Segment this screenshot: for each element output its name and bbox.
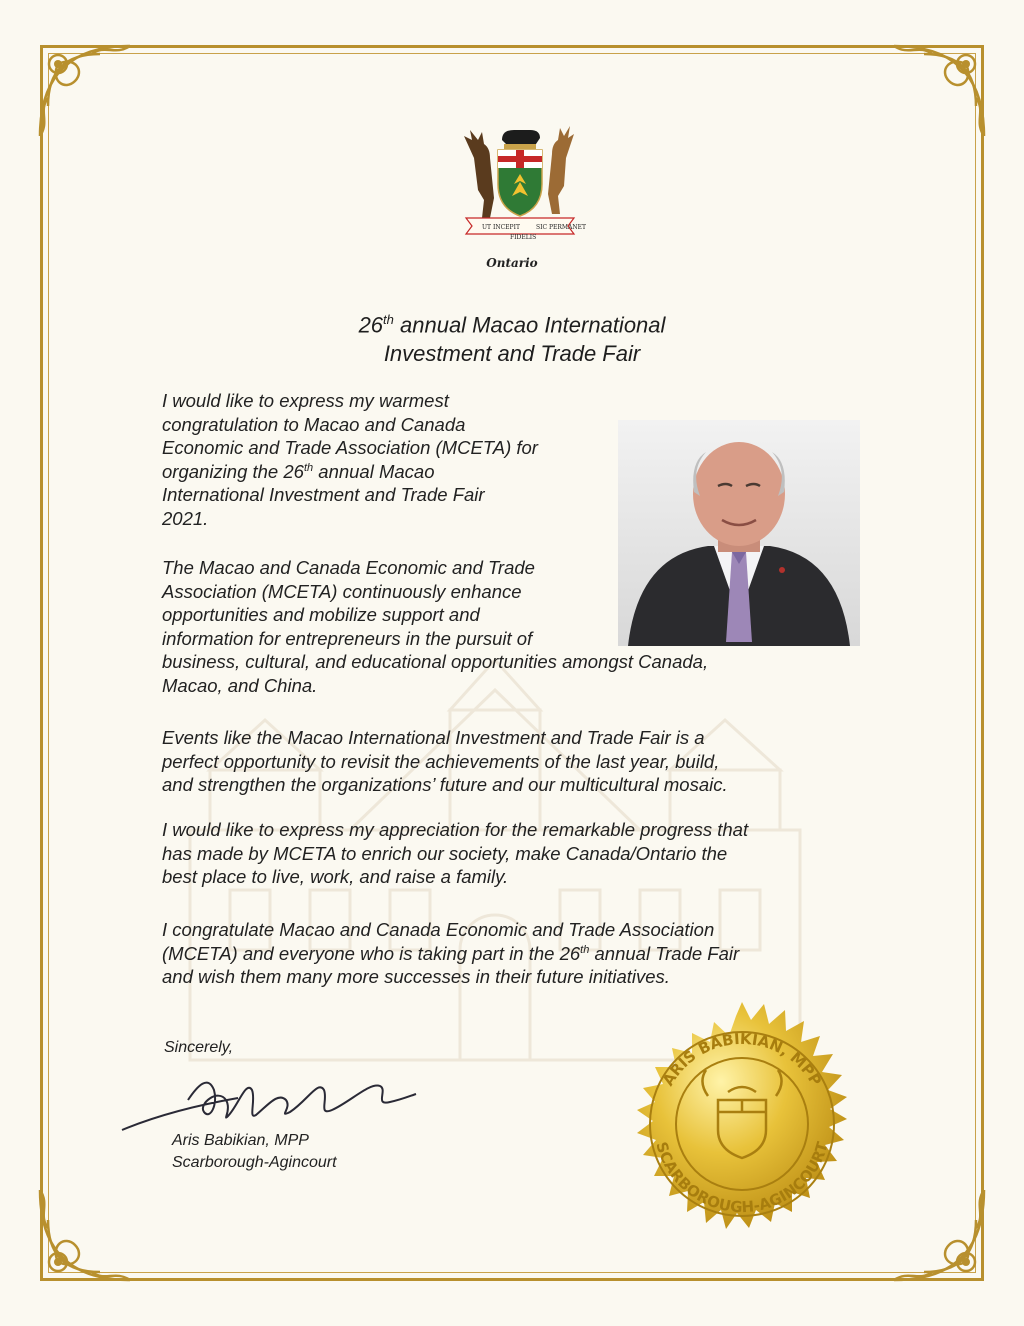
ontario-coat-of-arms <box>452 118 588 248</box>
paragraph-5 <box>162 918 739 989</box>
paragraph-1-line: organizing the 26th annual Macao <box>162 460 435 482</box>
paragraph-2-line: information for entrepreneurs in the pursuit of <box>162 627 533 649</box>
paragraph-1-line: I would like to express my warmest <box>162 390 449 411</box>
seal-bottom-text: SCARBOROUGH-AGINCOURT <box>652 1139 832 1217</box>
paragraph-3 <box>162 726 728 797</box>
paragraph-1-line: Economic and Trade Association (MCETA) for <box>162 437 538 458</box>
seal-top-text: ARIS BABIKIAN, MPP <box>658 1029 826 1090</box>
paragraph-4-line: best place to live, work, and raise a family. <box>162 866 509 887</box>
ontario-caption: Ontario <box>486 256 538 270</box>
corner-ornament-bottom-right <box>884 1180 994 1290</box>
paragraph-5-line: and wish them many more successes in their future initiatives. <box>162 966 670 987</box>
paragraph-2-line: Macao, and China. <box>162 674 318 696</box>
signer-name: Aris Babikian, MPP <box>172 1132 309 1149</box>
signer-block <box>172 1130 337 1174</box>
title-line-2: Investment and Trade Fair <box>383 341 641 367</box>
title-line-1: 26th annual Macao International <box>358 312 666 338</box>
paragraph-4 <box>162 818 748 889</box>
paragraph-2-line: The Macao and Canada Economic and Trade <box>162 557 535 578</box>
paragraph-1-line: International Investment and Trade Fair <box>162 484 485 505</box>
corner-ornament-top-left <box>30 36 140 146</box>
paragraph-1-line: congratulation to Macao and Canada <box>162 413 466 435</box>
corner-ornament-top-right <box>884 36 994 146</box>
handwritten-signature <box>118 1060 418 1140</box>
paragraph-3-line: perfect opportunity to revisit the achievements of the last year, build, <box>162 750 720 772</box>
paragraph-2-line: Association (MCETA) continuously enhance <box>162 580 522 602</box>
signer-riding: Scarborough-Agincourt <box>172 1154 337 1171</box>
paragraph-5-line: (MCETA) and everyone who is taking part in the 26th annual Trade Fair <box>162 942 740 964</box>
closing-salutation: Sincerely, <box>164 1039 234 1056</box>
corner-ornament-bottom-left <box>30 1180 140 1290</box>
gold-embossed-seal <box>618 1000 866 1248</box>
paragraph-4-line: I would like to express my appreciation for the remarkable progress that <box>162 819 749 840</box>
paragraph-3-line: and strengthen the organizations’ future and our multicultural mosaic. <box>162 774 728 795</box>
paragraph-2 <box>162 556 708 697</box>
paragraph-4-line: has made by MCETA to enrich our society, make Canada/Ontario the <box>162 842 728 864</box>
paragraph-2-line: business, cultural, and educational opportunities amongst Canada, <box>162 651 709 672</box>
paragraph-5-line: I congratulate Macao and Canada Economic and Trade Association <box>162 919 715 940</box>
svg-text:SIC PERMANET: SIC PERMANET <box>536 224 587 231</box>
paragraph-2-line: opportunities and mobilize support and <box>162 604 480 625</box>
paragraph-3-line: Events like the Macao International Investment and Trade Fair is a <box>162 727 705 748</box>
paragraph-1 <box>162 389 538 530</box>
document-title <box>0 305 1024 368</box>
svg-text:FIDELIS: FIDELIS <box>510 234 537 241</box>
paragraph-1-line: 2021. <box>162 507 209 529</box>
svg-text:UT INCEPIT: UT INCEPIT <box>482 224 520 231</box>
